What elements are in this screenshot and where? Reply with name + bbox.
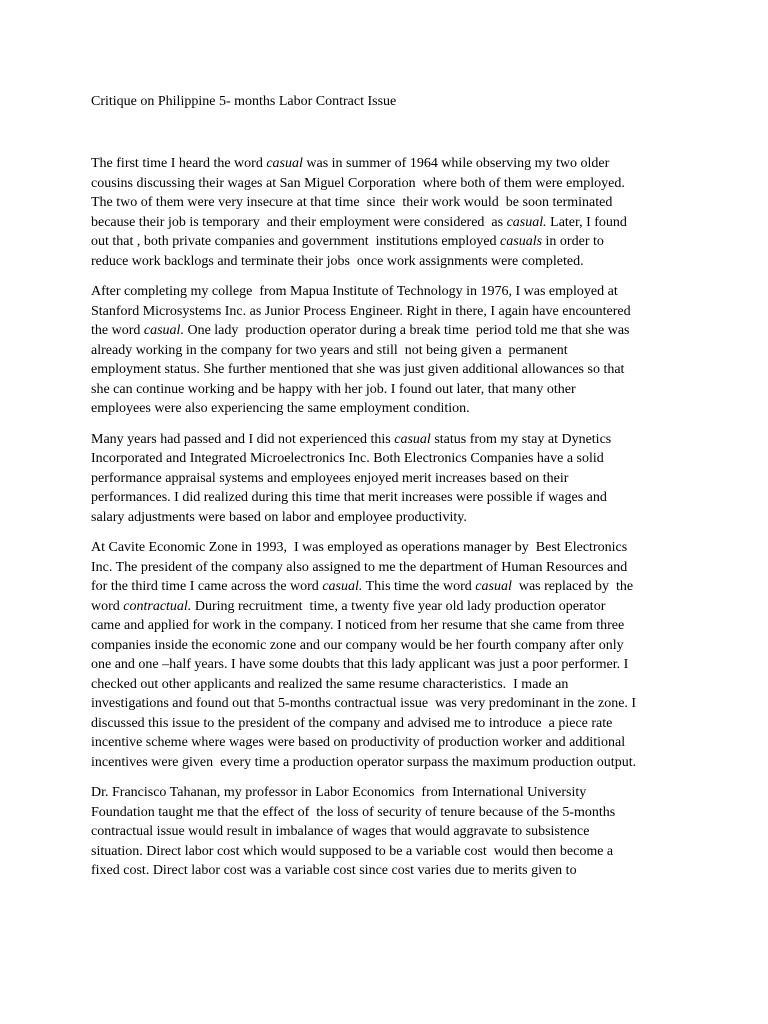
text-line [91, 380, 731, 400]
text-run: companies inside the economic zone and our company would be her fourth company after only [91, 637, 624, 653]
text-run: because their job is temporary and their employment were considered as [91, 214, 507, 230]
emphasized-term: casuals [500, 234, 543, 249]
text-line [91, 733, 731, 753]
paragraph-2 [91, 282, 731, 419]
text-run: she can continue working and be happy with her job. I found out later, that many other [91, 381, 576, 397]
paragraph-1 [91, 154, 731, 271]
text-line [91, 360, 731, 380]
document-title: Critique on Philippine 5- months Labor Contract Issue [91, 94, 397, 109]
text-run: investigations and found out that 5-months contractual issue was very predominant in the zone. I [91, 696, 637, 711]
paragraph-3 [91, 430, 731, 528]
text-line [91, 538, 731, 558]
text-run: incentives were given every time a production operator surpass the maximum production output. [91, 754, 637, 770]
text-run: Dr. Francisco Tahanan, my professor in Labor Economics from International University [91, 785, 587, 800]
emphasized-term: casual. [322, 579, 363, 594]
text-run: This time the word [362, 579, 476, 594]
text-run: in order to [542, 234, 604, 249]
text-line [91, 861, 731, 881]
text-run: employees were also experiencing the same employment condition. [91, 401, 470, 416]
text-run: was replaced by the [511, 579, 634, 594]
text-line [91, 174, 731, 194]
text-run: Later, I found [546, 214, 627, 230]
text-line [91, 488, 731, 508]
text-run: came and applied for work in the company. I noticed from her resume that she came from three [91, 618, 625, 633]
text-line [91, 449, 731, 469]
text-line [91, 753, 731, 773]
text-line [91, 154, 731, 174]
text-run: Foundation taught me that the effect of the loss of security of tenure because of the 5-months [91, 804, 616, 820]
text-line [91, 783, 731, 803]
text-run: Inc. The president of the company also assigned to me the department of Human Resources and [91, 559, 628, 575]
text-line [91, 321, 731, 341]
emphasized-term: casual [475, 579, 512, 594]
text-line [91, 399, 731, 419]
text-run: status from my stay at Dynetics [430, 431, 612, 447]
text-run: After completing my college from Mapua Institute of Technology in 1976, I was employed at [91, 284, 618, 299]
text-line [91, 508, 731, 528]
emphasized-term: casual. [506, 214, 547, 230]
text-run: Many years had passed and I did not experienced this [91, 431, 395, 447]
text-line [91, 803, 731, 823]
text-run: incentive scheme where wages were based on productivity of production worker and additional [91, 735, 626, 750]
text-line [91, 675, 731, 695]
text-line [91, 842, 731, 862]
text-line [91, 694, 731, 714]
text-line [91, 616, 731, 636]
text-run: fixed cost. Direct labor cost was a variable cost since cost varies due to merits given to [91, 863, 577, 878]
text-run: performances. I did realized during this time that merit increases were possible if wages and [91, 490, 607, 505]
paragraph-5 [91, 783, 731, 881]
paragraph-4 [91, 538, 731, 772]
text-run: word [91, 598, 124, 614]
text-line [91, 636, 731, 656]
text-run: The first time I heard the word [91, 156, 267, 171]
text-line [91, 714, 731, 734]
text-line [91, 577, 731, 597]
text-run: one and one –half years. I have some doubts that this lady applicant was just a poor performer. I [91, 657, 629, 672]
text-run: contractual issue would result in imbalance of wages that would aggravate to subsistence [91, 824, 590, 839]
text-run: performance appraisal systems and employees enjoyed merit increases based on their [91, 470, 569, 486]
text-run: situation. Direct labor cost which would supposed to be a variable cost would then become a [91, 843, 614, 859]
document-body [91, 154, 731, 892]
emphasized-term: casual [394, 431, 431, 447]
emphasized-term: casual. [143, 323, 184, 338]
text-line [91, 193, 731, 213]
text-line [91, 341, 731, 361]
text-line [91, 430, 731, 450]
text-line [91, 558, 731, 578]
text-run: employment status. She further mentioned that she was just given additional allowances so that [91, 362, 625, 377]
text-line [91, 232, 731, 252]
text-run: already working in the company for two years and still not being given a permanent [91, 342, 568, 358]
text-line [91, 469, 731, 489]
text-run: checked out other applicants and realized the same resume characteristics. I made an [91, 676, 569, 692]
text-run: cousins discussing their wages at San Miguel Corporation where both of them were employed. [91, 175, 625, 191]
text-run: The two of them were very insecure at that time since their work would be soon terminated [91, 195, 613, 210]
text-run: reduce work backlogs and terminate their jobs once work assignments were completed. [91, 253, 584, 269]
text-line [91, 822, 731, 842]
text-run: out that , both private companies and government institutions employed [91, 234, 501, 249]
text-run: At Cavite Economic Zone in 1993, I was employed as operations manager by Best Electronics [91, 540, 628, 555]
emphasized-term: contractual. [123, 598, 192, 614]
text-run: was in summer of 1964 while observing my two older [302, 156, 610, 171]
text-run: for the third time I came across the word [91, 579, 323, 594]
text-run: salary adjustments were based on labor and employee productivity. [91, 509, 467, 525]
text-run: One lady production operator during a break time period told me that she was [183, 323, 630, 338]
text-run: the word [91, 323, 144, 338]
text-run: Stanford Microsystems Inc. as Junior Process Engineer. Right in there, I again have encountered [91, 303, 631, 319]
text-line [91, 655, 731, 675]
text-line [91, 282, 731, 302]
text-line [91, 302, 731, 322]
text-line [91, 252, 731, 272]
text-line [91, 597, 731, 617]
text-run: discussed this issue to the president of the company and advised me to introduce a piece rate [91, 715, 613, 731]
text-line [91, 213, 731, 233]
text-run: Incorporated and Integrated Microelectronics Inc. Both Electronics Companies have a solid [91, 451, 604, 466]
emphasized-term: casual [266, 156, 303, 171]
text-run: During recruitment time, a twenty five year old lady production operator [191, 598, 606, 614]
